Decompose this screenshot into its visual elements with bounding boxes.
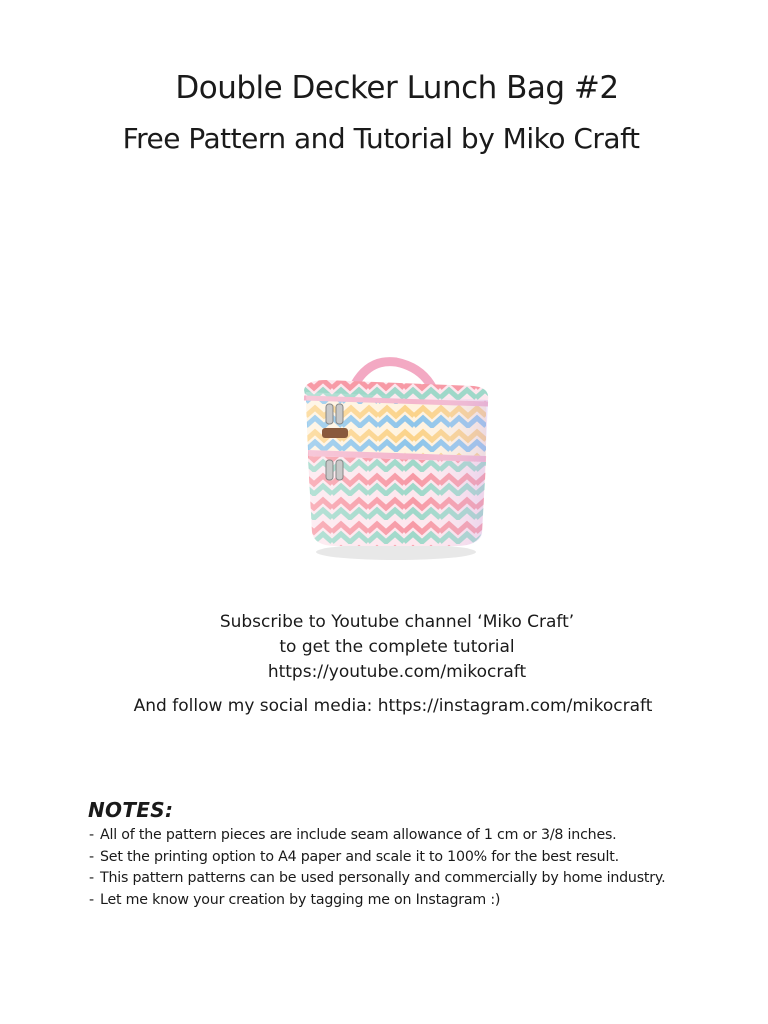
lunch-bag-photo [296,352,496,564]
subscribe-line: Subscribe to Youtube channel ‘Miko Craft’ [219,612,575,632]
list-item: - Set the printing option to A4 paper and scale it to 100% for the best result. [89,848,619,865]
page-title: Double Decker Lunch Bag #2 [175,70,619,106]
notes-list [88,825,728,911]
subscribe-info [0,610,768,685]
list-item: - All of the pattern pieces are include seam allowance of 1 cm or 3/8 inches. [89,827,617,843]
notes-section [88,798,728,911]
notes-heading: NOTES: [88,798,174,822]
list-item: - Let me know your creation by tagging me on Instagram :) [89,891,501,908]
subscribe-tutorial-line: to get the complete tutorial [279,637,515,657]
follow-social-media[interactable]: And follow my social media: https://instagram.com/mikocraft [133,696,653,716]
page-subtitle: Free Pattern and Tutorial by Miko Craft [122,122,640,155]
youtube-link[interactable]: https://youtube.com/mikocraft [267,662,527,682]
list-item: - This pattern patterns can be used personally and commercially by home industry. [89,870,666,886]
